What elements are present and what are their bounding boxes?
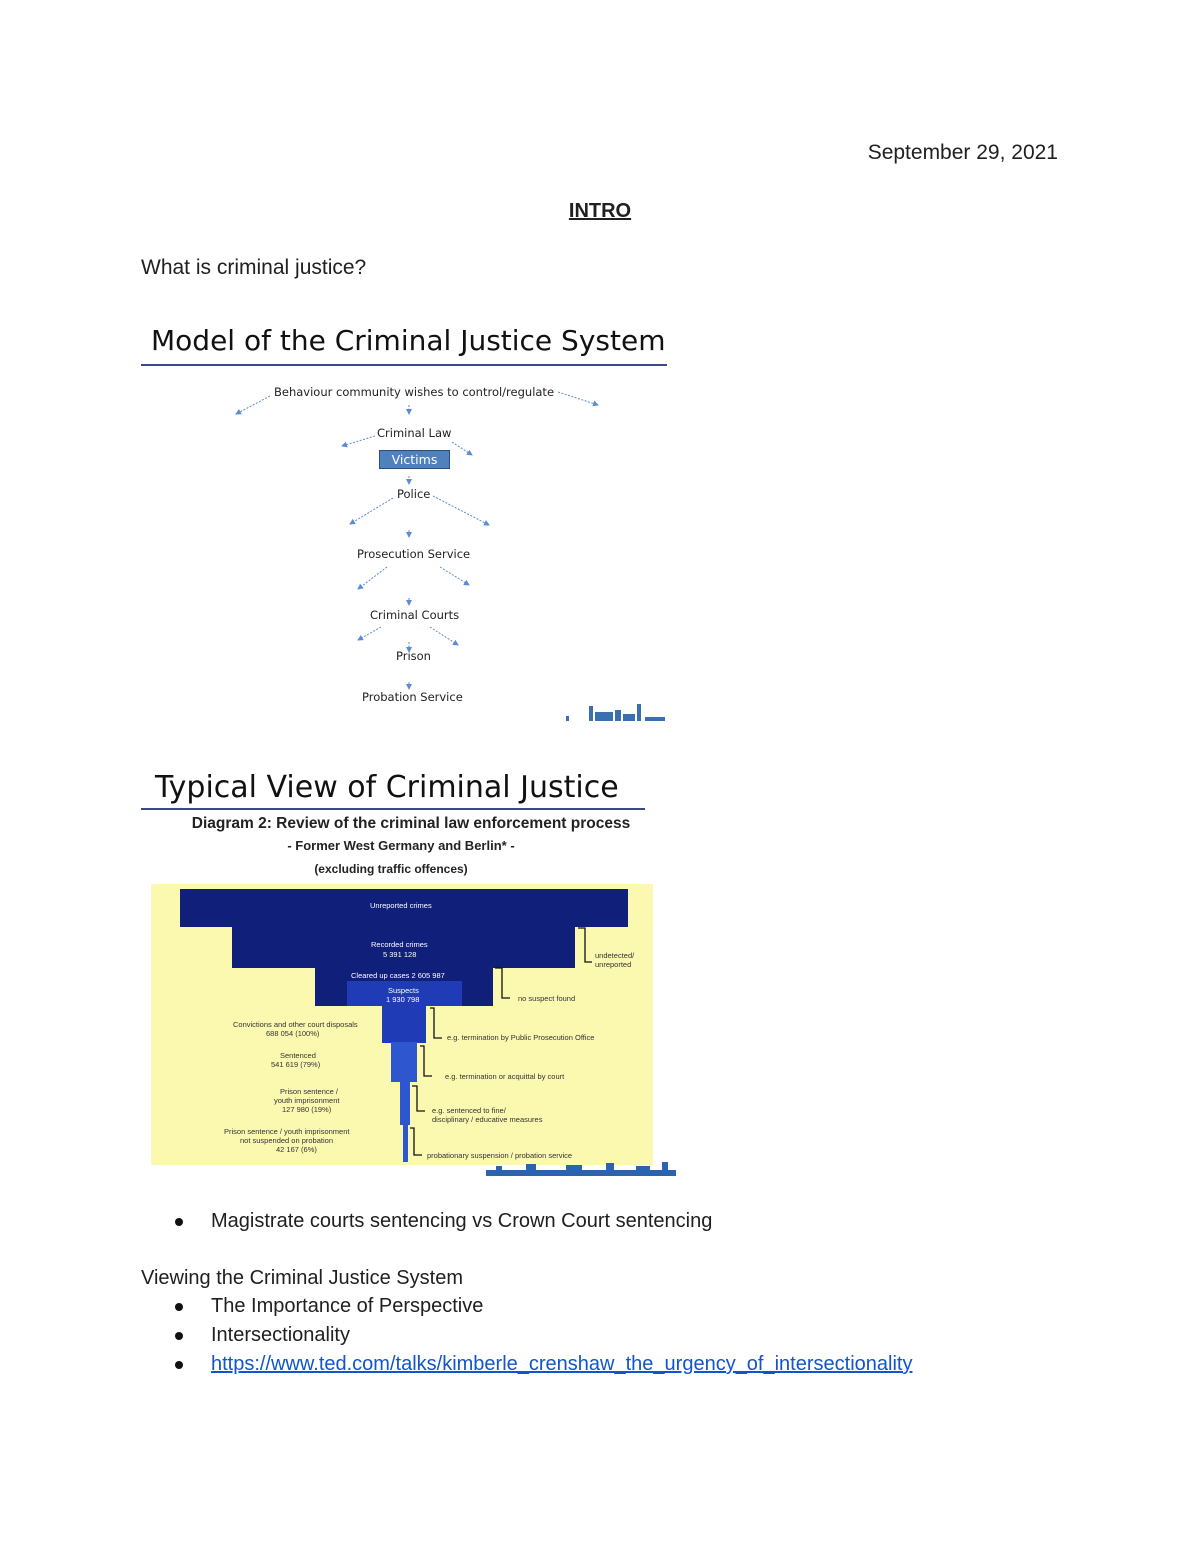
note-undetected-1: undetected/ bbox=[595, 951, 635, 960]
value-prison: 127 980 (19%) bbox=[282, 1105, 332, 1114]
label-suspects: Suspects bbox=[388, 986, 419, 995]
node-criminal-courts: Criminal Courts bbox=[370, 608, 460, 622]
ted-talk-link[interactable]: https://www.ted.com/talks/kimberle_crenshaw_the_urgency_of_intersectionality bbox=[211, 1353, 913, 1375]
label-recorded: Recorded crimes bbox=[371, 940, 428, 949]
bullet-dot-icon bbox=[175, 1218, 183, 1226]
node-behaviour: Behaviour community wishes to control/regulate bbox=[274, 385, 555, 399]
bullet-intersectionality bbox=[175, 1324, 350, 1347]
note-probation: probationary suspension / probation service bbox=[427, 1151, 573, 1160]
question-text: What is criminal justice? bbox=[141, 256, 367, 279]
bullet-intersectionality-text: Intersectionality bbox=[211, 1324, 350, 1346]
skyline-logo-2 bbox=[486, 1162, 676, 1178]
diagram-title: Diagram 2: Review of the criminal law enforcement process bbox=[191, 815, 631, 832]
note-termination: e.g. termination by Public Prosecution Office bbox=[447, 1033, 595, 1042]
bullet-sentencing bbox=[175, 1210, 712, 1233]
bullet-perspective bbox=[175, 1295, 483, 1318]
node-probation-service: Probation Service bbox=[362, 690, 463, 704]
node-prison: Prison bbox=[396, 649, 431, 663]
bullet-dot-icon bbox=[175, 1303, 183, 1311]
bullet-ted-link bbox=[175, 1353, 912, 1376]
bullet-dot-icon bbox=[175, 1361, 183, 1369]
diagram-subtitle: - Former West Germany and Berlin* - bbox=[287, 838, 515, 853]
label-unreported: Unreported crimes bbox=[370, 901, 432, 910]
note-undetected-2: unreported bbox=[595, 960, 632, 969]
note-no-suspect: no suspect found bbox=[518, 994, 576, 1003]
diagram-note: (excluding traffic offences) bbox=[314, 862, 468, 876]
value-sentenced: 541 619 (79%) bbox=[271, 1060, 321, 1069]
value-not-suspended: 42 167 (6%) bbox=[276, 1145, 317, 1154]
slide1-title: Model of the Criminal Justice System bbox=[151, 324, 666, 357]
bullet-perspective-text: The Importance of Perspective bbox=[211, 1295, 484, 1317]
bullet-sentencing-text: Magistrate courts sentencing vs Crown Court sentencing bbox=[211, 1210, 713, 1232]
value-convictions: 688 054 (100%) bbox=[266, 1029, 320, 1038]
value-recorded: 5 391 128 bbox=[383, 950, 417, 959]
label-cleared: Cleared up cases 2 605 987 bbox=[351, 971, 445, 980]
label-not-suspended-1: Prison sentence / youth imprisonment bbox=[224, 1127, 350, 1136]
label-prison-2: youth imprisonment bbox=[274, 1096, 340, 1105]
note-acquittal: e.g. termination or acquittal by court bbox=[445, 1072, 565, 1081]
slide2-title: Typical View of Criminal Justice bbox=[155, 770, 619, 805]
label-convictions: Convictions and other court disposals bbox=[233, 1020, 358, 1029]
node-prosecution-service: Prosecution Service bbox=[357, 547, 471, 561]
bullet-dot-icon bbox=[175, 1332, 183, 1340]
section-title-viewing: Viewing the Criminal Justice System bbox=[141, 1267, 463, 1289]
node-police: Police bbox=[397, 487, 431, 501]
section-heading-intro: INTRO bbox=[568, 200, 632, 222]
label-not-suspended-2: not suspended on probation bbox=[240, 1136, 333, 1145]
value-suspects: 1 930 798 bbox=[386, 995, 420, 1004]
label-prison-1: Prison sentence / bbox=[280, 1087, 338, 1096]
document-date: September 29, 2021 bbox=[867, 141, 1058, 164]
node-criminal-law: Criminal Law bbox=[377, 426, 452, 440]
note-fine-2: disciplinary / educative measures bbox=[432, 1115, 543, 1124]
note-fine-1: e.g. sentenced to fine/ bbox=[432, 1106, 506, 1115]
label-sentenced: Sentenced bbox=[280, 1051, 316, 1060]
node-victims: Victims bbox=[379, 450, 450, 469]
